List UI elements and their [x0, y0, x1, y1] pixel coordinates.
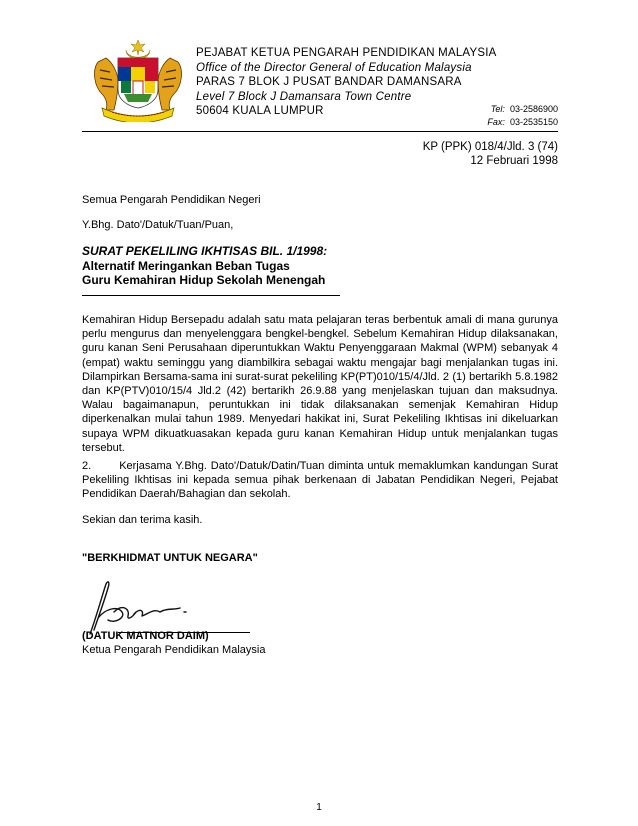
recipient: Semua Pengarah Pendidikan Negeri: [82, 194, 261, 206]
letterhead-block: [196, 46, 496, 119]
address-line: PARAS 7 BLOK J PUSAT BANDAR DAMANSARA: [196, 76, 462, 89]
closing-line: Sekian dan terima kasih.: [82, 514, 203, 526]
tel-value: 03-2586900: [509, 104, 558, 114]
circular-title: [82, 244, 327, 288]
reference-number: KP (PPK) 018/4/Jld. 3 (74): [422, 141, 558, 153]
circular-subject-line2: Guru Kemahiran Hidup Sekolah Menengah: [82, 273, 326, 287]
contact-block: [487, 103, 558, 128]
title-underline: [82, 295, 340, 296]
circular-number: SURAT PEKELILING IKHTISAS BIL. 1/1998:: [82, 244, 328, 258]
paragraph-1: Kemahiran Hidup Bersepadu adalah satu mata pelajaran teras berbentuk amali di mana gurunya perlu mengurus dan menyelenggara bengkel-bengkel. Sebelum Kemahiran Hidup dilaksanakan, guru kanan Seni Perusahaan diperuntukkan Waktu Penyenggaraan Makmal (WPM) sebanyak 4 (empat) waktu seminggu yang diambilkira sebagai waktu mengajar bagi menjalankan tugas ini. Dilampirkan Bersama-sama ini surat-surat pekeliling KP(PT)010/15/4/Jld. 2 (1) bertarikh 5.8.1982 dan KP(PTV)010/15/4 Jld.2 (42) bertarikh 26.9.88 yang menjelaskan tujuan dan maksudnya. Walau bagaimanapun, peruntukkan ini tidak dilaksanakan semenjak Kemahiran Hidup diperkenalkan mulai tahun 1989. Menyedari hakikat ini, Surat Pekeliling Ikhtisas ini dikeluarkan supaya WPM dikuatkuasakan kepada guru kanan Kemahiran Hidup untuk menjalankan tugas tersebut.: [82, 314, 558, 454]
paragraph-2-number: 2.: [82, 460, 92, 472]
agency-name: PEJABAT KETUA PENGARAH PENDIDIKAN MALAYSIA: [196, 47, 497, 59]
paragraph-2: [82, 459, 558, 502]
handwritten-signature-icon: [84, 578, 196, 636]
fax-value: 03-2535150: [509, 116, 558, 127]
address-line-english: Level 7 Block J Damansara Town Centre: [196, 90, 412, 103]
agency-name-english: Office of the Director General of Education Malaysia: [196, 61, 472, 74]
malaysia-coat-of-arms-icon: [88, 40, 188, 122]
page-number: 1: [316, 802, 322, 813]
signatory-position: Ketua Pengarah Pendidikan Malaysia: [82, 644, 266, 656]
tel-label: Tel:: [490, 104, 505, 114]
letterhead-divider: [82, 131, 558, 132]
circular-subject-line1: Alternatif Meringankan Beban Tugas: [82, 258, 290, 273]
reference-block: [423, 140, 558, 168]
signatory-name: (DATUK MATNOR DAIM): [82, 630, 209, 642]
postcode-city: 50604 KUALA LUMPUR: [196, 105, 324, 118]
fax-label: Fax:: [487, 116, 505, 127]
paragraph-2-text: Kerjasama Y.Bhg. Dato'/Datuk/Datin/Tuan diminta untuk memaklumkan kandungan Surat Pekeliling Ikhtisas ini kepada semua pihak berkenaan di Jabatan Pendidikan Negeri, Pejabat Pendidikan Daerah/Bahagian dan sekolah.: [82, 460, 558, 501]
motto: "BERKHIDMAT UNTUK NEGARA": [82, 552, 258, 564]
letter-date: 12 Februari 1998: [470, 155, 558, 167]
salutation: Y.Bhg. Dato'/Datuk/Tuan/Puan,: [82, 219, 234, 231]
